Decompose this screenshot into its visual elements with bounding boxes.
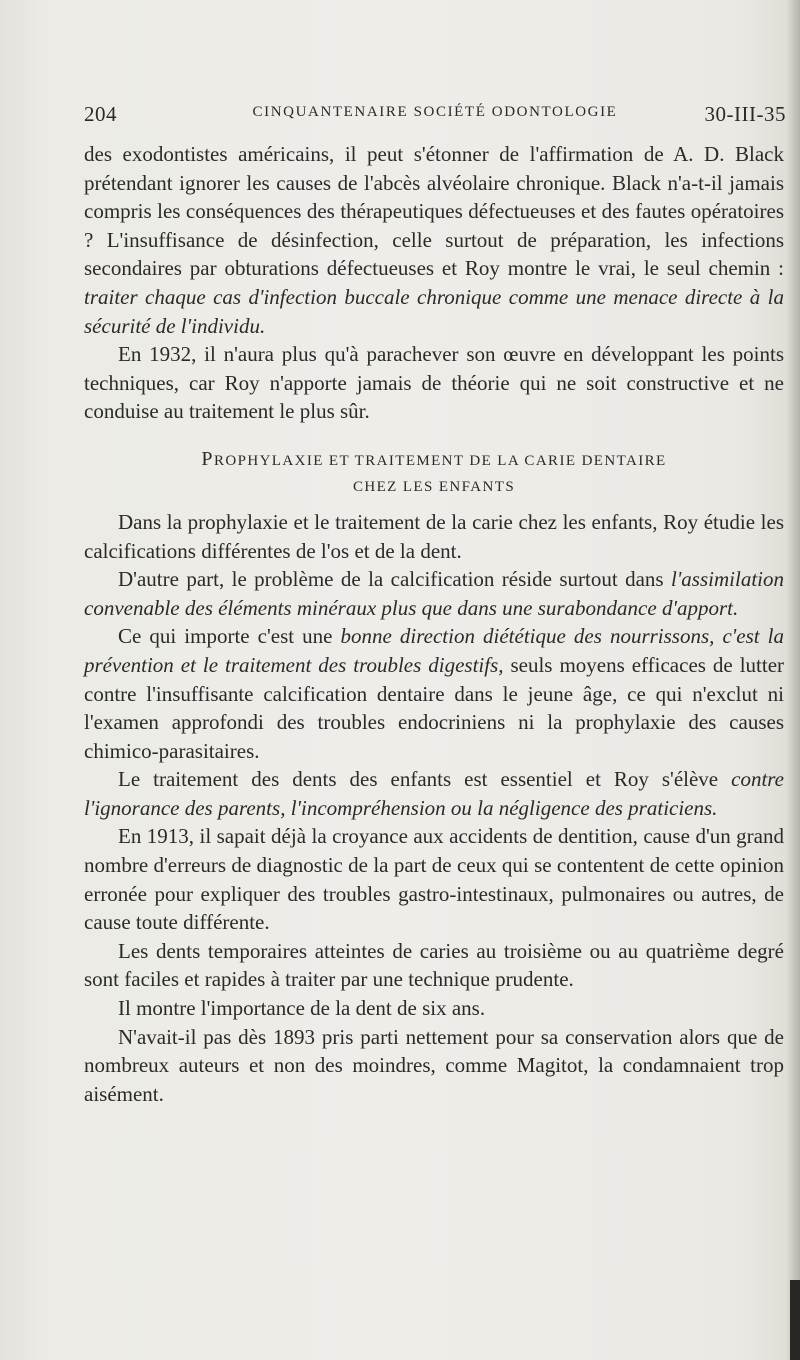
emphasis: bonne direction diététique des nourrissons, c'est la prévention et le traitement des troubles digestifs, <box>84 624 784 677</box>
emphasis: traiter chaque cas d'infection buccale chronique comme une menace directe à la sécurité de l'individu. <box>84 284 784 338</box>
paragraph: des exodontistes américains, il peut s'étonner de l'affirmation de A. D. Black prétendant ignorer les causes de l'abcès alvéolaire chronique. Black n'a-t-il jamais compris les conséquences des thérapeutiques défectueuses et des fautes opératoires ? L'insuffisance de désinfection, celle surtout de préparation, les infections secondaires par obturations défectueuses et Roy montre le vrai, le seul chemin : traiter chaque cas d'infection buccale chronique comme une menace directe à la sécurité de l'individu. <box>84 142 784 338</box>
paragraph: Il montre l'importance de la dent de six ans. <box>118 996 486 1021</box>
paragraph: En 1932, il n'aura plus qu'à parachever son œuvre en développant les points techniques, car Roy n'apporte jamais de théorie qui ne soit constructive et ne conduise au traitement le plus sûr. <box>84 342 784 424</box>
paragraph: Dans la prophylaxie et le traitement de la carie chez les enfants, Roy étudie les calcifications différentes de l'os et de la dent. <box>84 509 784 563</box>
paragraph: Ce qui importe c'est une bonne direction diététique des nourrissons, c'est la prévention et le traitement des troubles digestifs, seuls moyens efficaces de lutter contre l'insuffisante calcification dentaire dans le jeune âge, ce qui n'exclut ni l'examen approfondi des troubles endocriniens ni la prophylaxie des causes chimico-parasitaires. <box>84 624 785 763</box>
paragraph: En 1913, il sapait déjà la croyance aux accidents de dentition, cause d'un grand nombre d'erreurs de diagnostic de la part de ceux qui se contentent de cette opinion erronée pour expliquer des troubles gastro-intestinaux, pulmonaires ou autres, de cause toute différente. <box>84 824 784 935</box>
emphasis: contre l'ignorance des parents, l'incompréhension ou la négligence des praticiens. <box>84 767 784 820</box>
page-number: 204 <box>84 102 117 126</box>
paragraph: Les dents temporaires atteintes de caries au troisième ou au quatrième degré sont faciles et rapides à traiter par une technique prudente. <box>84 938 784 992</box>
header-date: 30-III-35 <box>704 102 786 126</box>
running-title: CINQUANTENAIRE SOCIÉTÉ ODONTOLOGIE <box>252 104 618 120</box>
body-text <box>84 140 784 1108</box>
running-header <box>84 102 786 132</box>
page-edge-shadow <box>786 0 800 1360</box>
paragraph: D'autre part, le problème de la calcification réside surtout dans l'assimilation convenable des éléments minéraux plus que dans une surabondance d'apport. <box>84 567 784 620</box>
scan-corner <box>790 1280 800 1360</box>
paragraph: N'avait-il pas dès 1893 pris parti nettement pour sa conservation alors que de nombreux auteurs et non des moindres, comme Magitot, la condamnaient trop aisément. <box>84 1024 784 1106</box>
emphasis: l'assimilation convenable des éléments minéraux plus que dans une surabondance d'apport. <box>84 567 784 620</box>
section-title: PROPHYLAXIE ET TRAITEMENT DE LA CARIE DENTAIRE CHEZ LES ENFANTS <box>201 447 667 495</box>
paragraph: Le traitement des dents des enfants est essentiel et Roy s'élève contre l'ignorance des parents, l'incompréhension ou la négligence des praticiens. <box>84 767 784 820</box>
